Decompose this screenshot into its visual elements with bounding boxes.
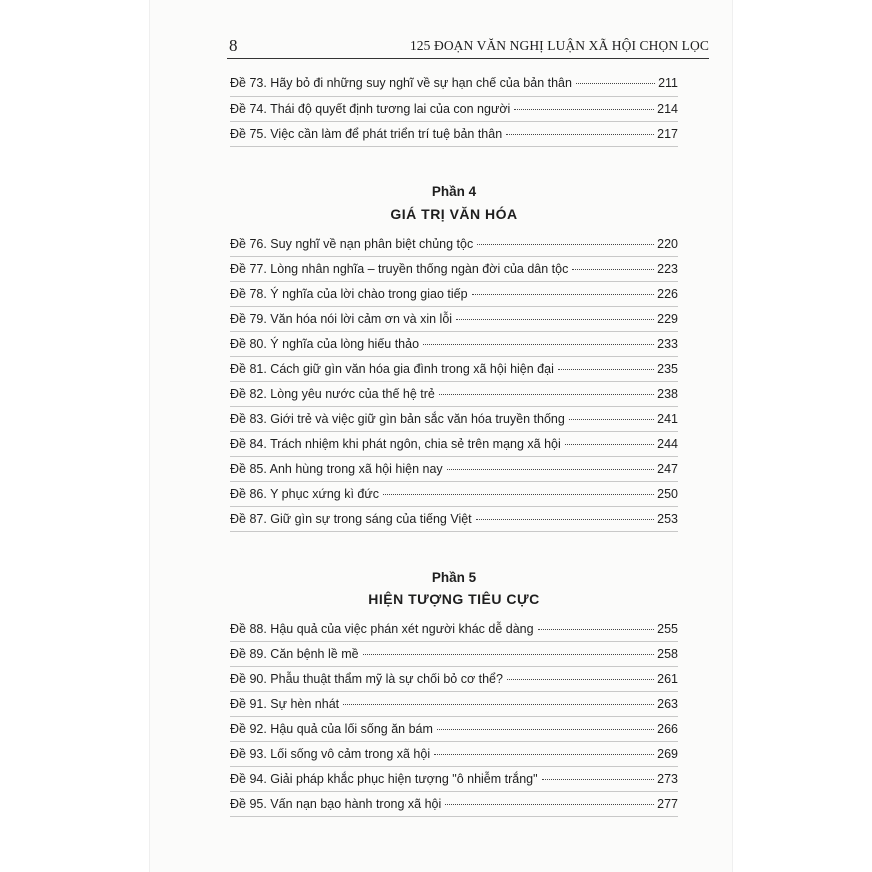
toc-entry-page: 263 — [657, 697, 678, 711]
toc-entry-label: Đề 94. Giải pháp khắc phục hiện tượng "ô nhiễm trắng" — [230, 772, 538, 786]
dot-leader — [423, 343, 654, 345]
divider — [230, 406, 678, 407]
divider — [230, 481, 678, 482]
dot-leader — [439, 393, 654, 395]
toc-entry-page: 211 — [658, 76, 678, 90]
toc-entry-label: Đề 75. Việc cần làm để phát triển trí tuệ bản thân — [230, 127, 503, 141]
toc-entry-page: 217 — [657, 127, 678, 141]
divider — [230, 331, 678, 332]
dot-leader — [434, 753, 654, 755]
dot-leader — [447, 468, 654, 470]
toc-entry-page: 266 — [657, 722, 678, 736]
toc-entry-label: Đề 92. Hậu quả của lối sống ăn bám — [230, 722, 433, 736]
dot-leader — [363, 653, 655, 655]
dot-leader — [558, 368, 654, 370]
divider — [230, 691, 678, 692]
divider — [230, 816, 678, 817]
toc-entry-label: Đề 87. Giữ gìn sự trong sáng của tiếng Việt — [230, 512, 472, 526]
toc-entry-label: Đề 89. Căn bệnh lề mề — [230, 647, 359, 661]
toc-entry — [230, 74, 678, 92]
toc-entry-page: 250 — [657, 487, 678, 501]
dot-leader — [445, 803, 654, 805]
toc-entry — [230, 285, 678, 303]
toc-entry-page: 253 — [657, 512, 678, 526]
toc-entry-label: Đề 79. Văn hóa nói lời cảm ơn và xin lỗi — [230, 312, 453, 326]
toc-entry-page: 277 — [657, 797, 678, 811]
toc-entry-label: Đề 76. Suy nghĩ về nạn phân biệt chủng tộc — [230, 237, 474, 251]
divider — [230, 356, 678, 357]
toc-entry-page: 220 — [657, 237, 678, 251]
toc-entry-label: Đề 90. Phẫu thuật thẩm mỹ là sự chối bỏ cơ thể? — [230, 672, 503, 686]
book-title: 125 ĐOẠN VĂN NGHỊ LUẬN XÃ HỘI CHỌN LỌC — [409, 38, 709, 53]
toc-entry-page: 247 — [657, 462, 678, 476]
toc-entry-page: 238 — [657, 387, 678, 401]
toc-entry — [230, 720, 678, 738]
toc-entry — [230, 770, 678, 788]
dot-leader — [343, 703, 654, 705]
divider — [230, 121, 678, 122]
dot-leader — [383, 493, 654, 495]
divider — [230, 381, 678, 382]
toc-entry-label: Đề 80. Ý nghĩa của lòng hiếu thảo — [230, 337, 420, 351]
toc-entry-page: 261 — [657, 672, 678, 686]
toc-entry-page: 226 — [657, 287, 678, 301]
part5-title: HIỆN TƯỢNG TIÊU CỰC — [368, 591, 540, 607]
dot-leader — [572, 268, 654, 270]
dot-leader — [437, 728, 654, 730]
dot-leader — [569, 418, 654, 420]
toc-entry-page: 273 — [657, 772, 678, 786]
divider — [230, 741, 678, 742]
toc-entry-page: 229 — [657, 312, 678, 326]
toc-entry — [230, 510, 678, 528]
divider — [230, 281, 678, 282]
toc-entry — [230, 410, 678, 428]
divider — [230, 531, 678, 532]
toc-entry-label: Đề 91. Sự hèn nhát — [230, 697, 340, 711]
dot-leader — [538, 628, 655, 630]
divider — [230, 431, 678, 432]
toc-entry — [230, 795, 678, 813]
toc-entry — [230, 235, 678, 253]
divider — [230, 96, 678, 97]
toc-entry-label: Đề 84. Trách nhiệm khi phát ngôn, chia sẻ trên mạng xã hội — [230, 437, 561, 451]
toc-entry-label: Đề 85. Anh hùng trong xã hội hiện nay — [230, 462, 443, 476]
toc-entry-label: Đề 77. Lòng nhân nghĩa – truyền thống ngàn đời của dân tộc — [230, 262, 569, 276]
dot-leader — [576, 82, 655, 84]
toc-entry — [230, 260, 678, 278]
toc-entry-label: Đề 83. Giới trẻ và việc giữ gìn bản sắc văn hóa truyền thống — [230, 412, 565, 426]
toc-entry-page: 241 — [657, 412, 678, 426]
toc-entry — [230, 645, 678, 663]
toc-entry — [230, 745, 678, 763]
divider — [230, 791, 678, 792]
divider — [230, 666, 678, 667]
toc-entry-label: Đề 88. Hậu quả của việc phán xét người khác dễ dàng — [230, 622, 534, 636]
toc-entry-label: Đề 78. Ý nghĩa của lời chào trong giao tiếp — [230, 287, 468, 301]
part4-title: GIÁ TRỊ VĂN HÓA — [390, 206, 518, 222]
toc-entry — [230, 360, 678, 378]
dot-leader — [476, 518, 654, 520]
divider — [230, 506, 678, 507]
dot-leader — [514, 108, 654, 110]
dot-leader — [472, 293, 655, 295]
divider — [230, 716, 678, 717]
toc-entry — [230, 385, 678, 403]
divider — [230, 766, 678, 767]
part4-label: Phần 4 — [431, 184, 477, 199]
dot-leader — [456, 318, 654, 320]
toc-entry-page: 235 — [657, 362, 678, 376]
toc-entry-label: Đề 82. Lòng yêu nước của thế hệ trẻ — [230, 387, 435, 401]
toc-entry — [230, 310, 678, 328]
dot-leader — [506, 133, 654, 135]
divider — [230, 146, 678, 147]
toc-entry-label: Đề 74. Thái độ quyết định tương lai của con người — [230, 102, 511, 116]
toc-entry — [230, 485, 678, 503]
toc-entry — [230, 695, 678, 713]
toc-entry — [230, 100, 678, 118]
page-number: 8 — [229, 36, 238, 55]
dot-leader — [477, 243, 654, 245]
toc-entry-label: Đề 95. Vấn nạn bạo hành trong xã hội — [230, 797, 442, 811]
toc-entry-page: 214 — [657, 102, 678, 116]
dot-leader — [565, 443, 654, 445]
toc-entry — [230, 435, 678, 453]
divider — [230, 256, 678, 257]
toc-entry-label: Đề 81. Cách giữ gìn văn hóa gia đình trong xã hội hiện đại — [230, 362, 554, 376]
toc-entry-label: Đề 73. Hãy bỏ đi những suy nghĩ về sự hạn chế của bản thân — [230, 76, 572, 90]
part5-label: Phần 5 — [431, 570, 477, 585]
dot-leader — [542, 778, 655, 780]
toc-entry — [230, 620, 678, 638]
toc-entry — [230, 460, 678, 478]
toc-entry — [230, 335, 678, 353]
divider — [230, 641, 678, 642]
toc-entry — [230, 125, 678, 143]
divider — [230, 306, 678, 307]
toc-entry-page: 244 — [657, 437, 678, 451]
toc-entry — [230, 670, 678, 688]
toc-entry-page: 223 — [657, 262, 678, 276]
toc-entry-page: 255 — [657, 622, 678, 636]
toc-entry-page: 269 — [657, 747, 678, 761]
toc-entry-page: 258 — [657, 647, 678, 661]
page-header — [227, 36, 709, 59]
toc-entry-label: Đề 86. Y phục xứng kì đức — [230, 487, 379, 501]
dot-leader — [507, 678, 654, 680]
divider — [230, 456, 678, 457]
toc-entry-page: 233 — [657, 337, 678, 351]
toc-entry-label: Đề 93. Lối sống vô cảm trong xã hội — [230, 747, 431, 761]
